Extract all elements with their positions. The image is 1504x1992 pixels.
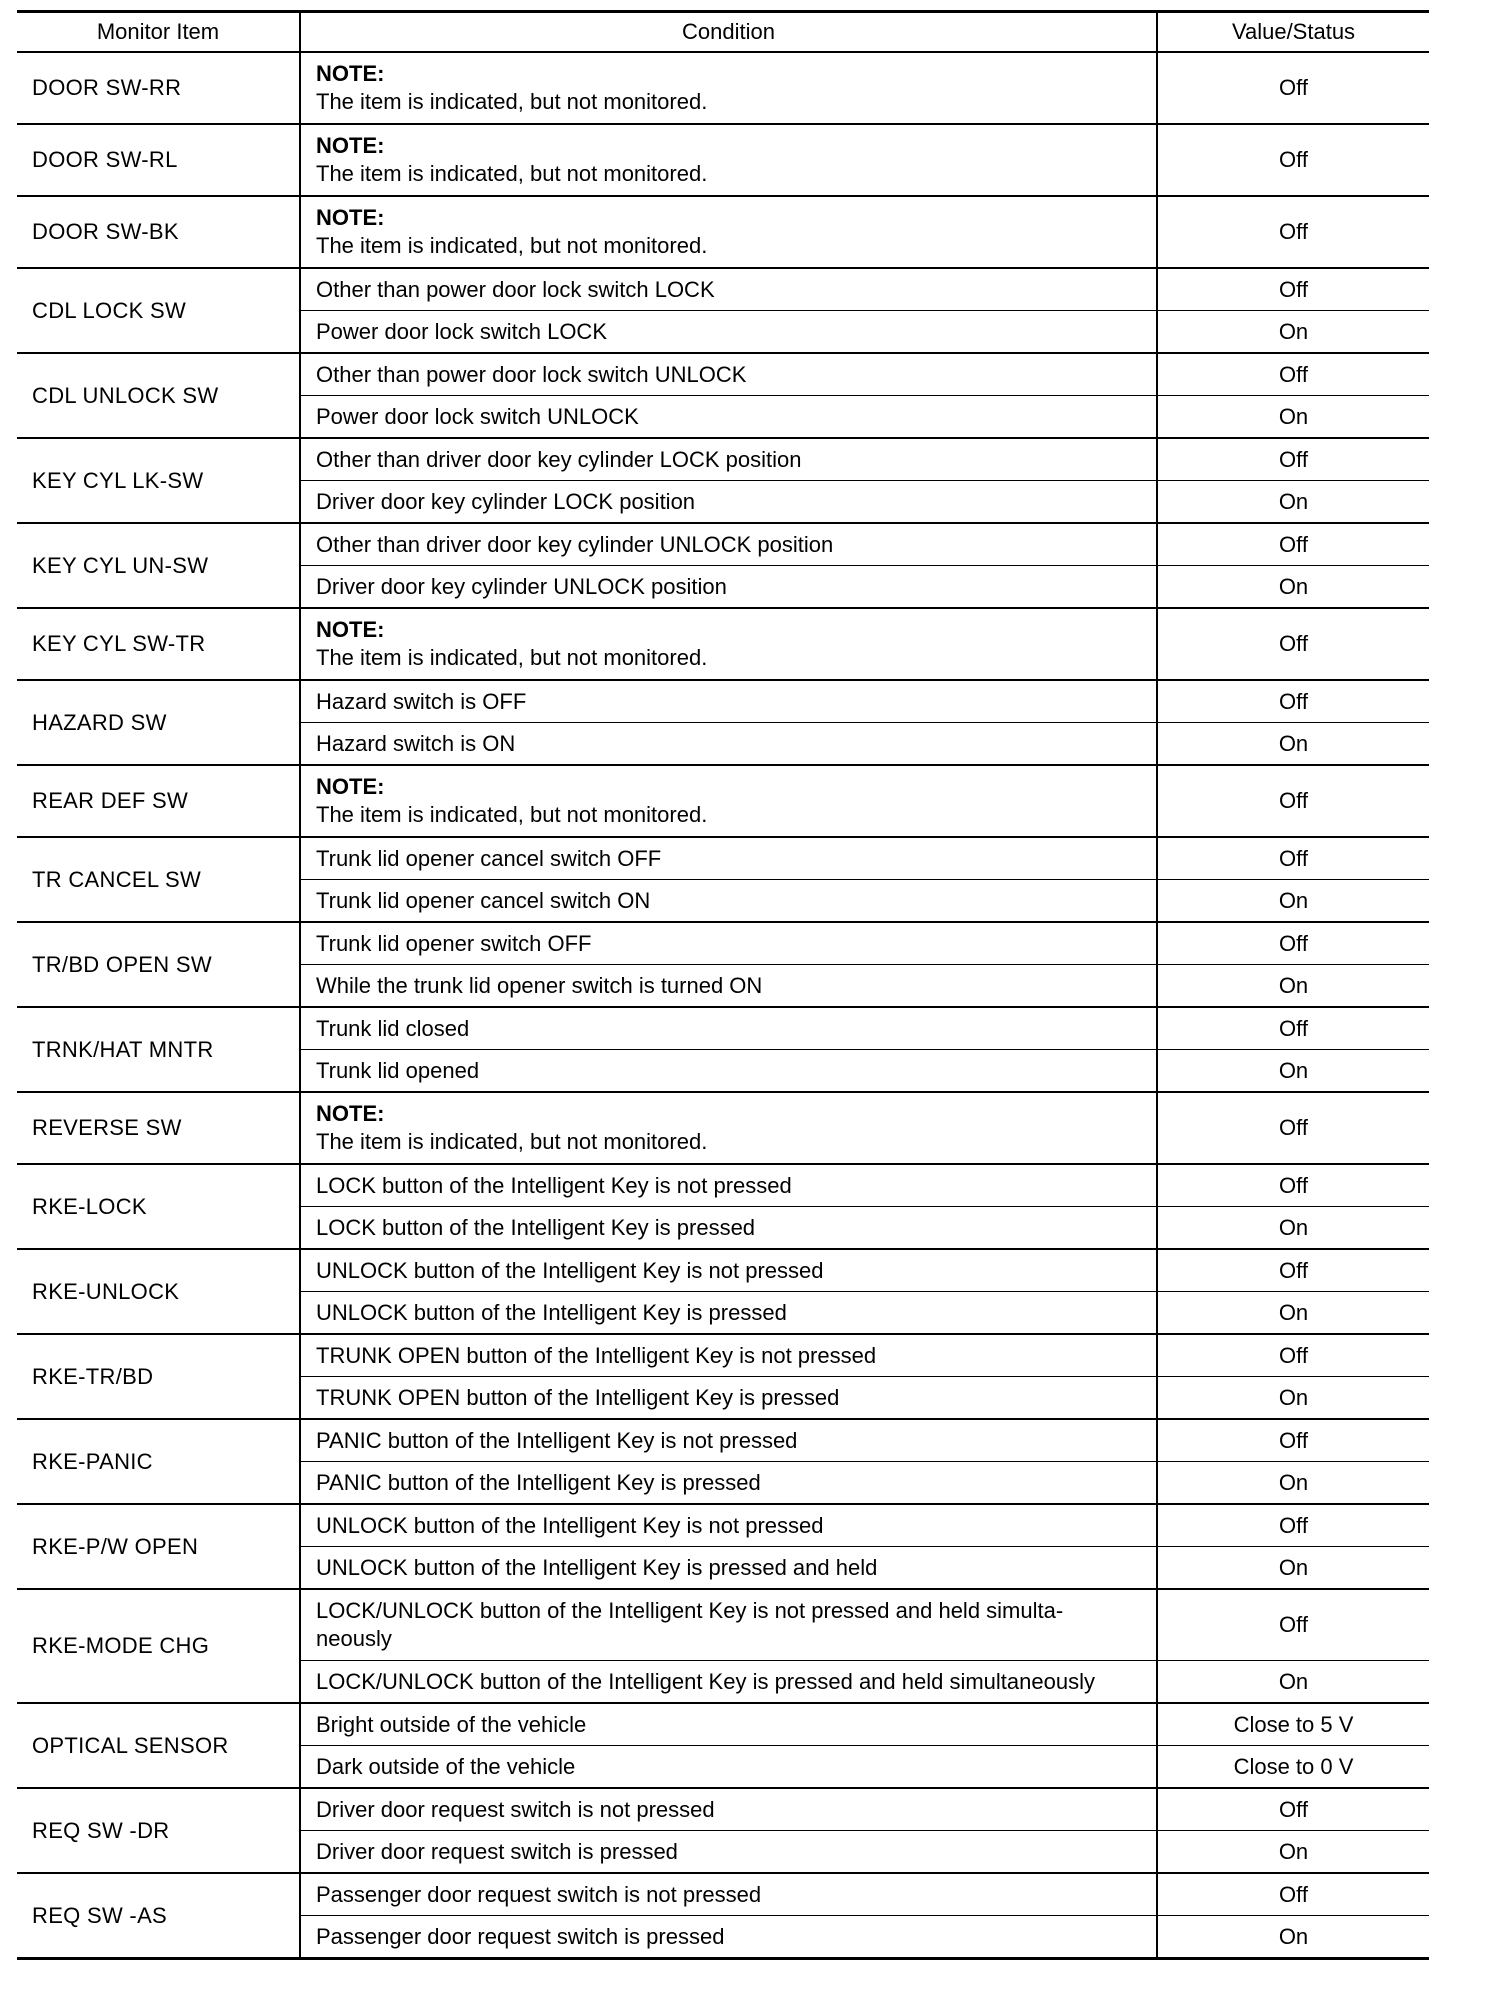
note-label: NOTE: bbox=[316, 133, 385, 158]
condition-text: TRUNK OPEN button of the Intelligent Key is not pressed bbox=[316, 1342, 877, 1368]
condition-cell bbox=[300, 1377, 1157, 1420]
value-status-cell: Close to 5 V bbox=[1233, 1711, 1354, 1737]
monitor-item-cell: RKE-MODE CHG bbox=[32, 1633, 210, 1658]
value-status-cell: Close to 0 V bbox=[1233, 1753, 1354, 1779]
value-status-cell: Off bbox=[1279, 75, 1308, 100]
condition-text: Bright outside of the vehicle bbox=[316, 1711, 587, 1737]
condition-text: Hazard switch is OFF bbox=[316, 688, 527, 714]
table-row bbox=[17, 1419, 1429, 1462]
condition-text: Driver door request switch is not pressed bbox=[316, 1796, 715, 1822]
table-row bbox=[17, 1703, 1429, 1746]
condition-text: Driver door request switch is pressed bbox=[316, 1838, 678, 1864]
value-status-cell: Off bbox=[1279, 631, 1308, 656]
table-row bbox=[17, 438, 1429, 481]
note-label: NOTE: bbox=[316, 1101, 385, 1126]
condition-text: Passenger door request switch is not pressed bbox=[316, 1881, 762, 1907]
value-status-cell: On bbox=[1278, 1923, 1309, 1949]
value-status-cell: On bbox=[1278, 1299, 1309, 1325]
condition-cell bbox=[300, 680, 1157, 723]
condition-cell bbox=[300, 353, 1157, 396]
table-row bbox=[17, 1504, 1429, 1547]
condition-cell bbox=[300, 481, 1157, 524]
condition-cell bbox=[300, 965, 1157, 1008]
table-row bbox=[17, 1589, 1429, 1661]
condition-cell bbox=[300, 765, 1157, 837]
condition-cell bbox=[300, 1547, 1157, 1590]
monitor-item-cell: RKE-TR/BD bbox=[32, 1363, 154, 1389]
value-status-cell: On bbox=[1278, 488, 1309, 514]
condition-cell bbox=[300, 1334, 1157, 1377]
header-value-status: Value/Status bbox=[1231, 19, 1356, 44]
condition-text: Trunk lid closed bbox=[316, 1015, 470, 1041]
condition-text: LOCK button of the Intelligent Key is pressed bbox=[316, 1214, 756, 1240]
note-label: NOTE: bbox=[316, 61, 385, 86]
condition-cell bbox=[300, 438, 1157, 481]
monitor-item-table bbox=[17, 10, 1429, 1960]
condition-text: Trunk lid opener switch OFF bbox=[316, 930, 592, 956]
value-status-cell: On bbox=[1278, 1384, 1309, 1410]
condition-cell bbox=[300, 124, 1157, 196]
condition-cell bbox=[300, 1164, 1157, 1207]
note-text: The item is indicated, but not monitored. bbox=[316, 161, 708, 186]
value-status-cell: Off bbox=[1279, 845, 1308, 871]
note-text: The item is indicated, but not monitored. bbox=[316, 89, 708, 114]
condition-cell bbox=[300, 1419, 1157, 1462]
condition-cell bbox=[300, 723, 1157, 766]
condition-text: UNLOCK button of the Intelligent Key is not pressed bbox=[316, 1257, 824, 1283]
header-monitor-item: Monitor Item bbox=[96, 19, 220, 44]
condition-cell bbox=[300, 1092, 1157, 1164]
condition-cell bbox=[300, 1788, 1157, 1831]
note-label: NOTE: bbox=[316, 774, 385, 799]
condition-text: UNLOCK button of the Intelligent Key is not pressed bbox=[316, 1512, 824, 1538]
condition-text: Driver door key cylinder LOCK position bbox=[316, 488, 696, 514]
value-status-cell: Off bbox=[1279, 1881, 1308, 1907]
monitor-item-cell: OPTICAL SENSOR bbox=[32, 1732, 229, 1758]
monitor-item-cell: RKE-UNLOCK bbox=[32, 1278, 180, 1304]
condition-text: Hazard switch is ON bbox=[316, 730, 516, 756]
value-status-cell: Off bbox=[1279, 1172, 1308, 1198]
header-condition: Condition bbox=[300, 12, 1157, 53]
value-status-cell: On bbox=[1278, 403, 1309, 429]
value-status-cell: On bbox=[1278, 887, 1309, 913]
condition-text: Power door lock switch UNLOCK bbox=[316, 403, 639, 429]
value-status-cell: On bbox=[1278, 1057, 1309, 1083]
condition-cell bbox=[300, 1504, 1157, 1547]
monitor-item-cell: RKE-PANIC bbox=[32, 1448, 153, 1474]
condition-cell bbox=[300, 1249, 1157, 1292]
value-status-cell: On bbox=[1278, 1469, 1309, 1495]
value-status-cell: On bbox=[1278, 573, 1309, 599]
monitor-item-cell: REQ SW -AS bbox=[32, 1902, 168, 1928]
condition-text: Other than power door lock switch UNLOCK bbox=[316, 361, 747, 387]
table-row bbox=[17, 1249, 1429, 1292]
condition-cell bbox=[300, 1050, 1157, 1093]
table-row bbox=[17, 523, 1429, 566]
condition-cell bbox=[300, 1873, 1157, 1916]
monitor-item-cell: REVERSE SW bbox=[32, 1115, 182, 1140]
table-header-row bbox=[17, 12, 1429, 53]
condition-cell bbox=[300, 1462, 1157, 1505]
monitor-item-cell: TRNK/HAT MNTR bbox=[32, 1036, 214, 1062]
table-row bbox=[17, 608, 1429, 680]
condition-cell bbox=[300, 1703, 1157, 1746]
condition-cell bbox=[300, 396, 1157, 439]
value-status-cell: Off bbox=[1279, 1342, 1308, 1368]
table-row bbox=[17, 1007, 1429, 1050]
monitor-item-cell: REQ SW -DR bbox=[32, 1817, 170, 1843]
condition-text: TRUNK OPEN button of the Intelligent Key is pressed bbox=[316, 1384, 840, 1410]
condition-cell bbox=[300, 523, 1157, 566]
condition-text: Trunk lid opener cancel switch ON bbox=[316, 887, 651, 913]
value-status-cell: Off bbox=[1279, 147, 1308, 172]
condition-text: Trunk lid opened bbox=[316, 1057, 480, 1083]
table-row bbox=[17, 353, 1429, 396]
table-row bbox=[17, 124, 1429, 196]
condition-text: LOCK/UNLOCK button of the Intelligent Key is not pressed and held simulta- neously bbox=[316, 1598, 1064, 1651]
value-status-cell: Off bbox=[1279, 219, 1308, 244]
condition-text: LOCK button of the Intelligent Key is not pressed bbox=[316, 1172, 792, 1198]
condition-cell bbox=[300, 566, 1157, 609]
value-status-cell: Off bbox=[1279, 1612, 1308, 1637]
table-row bbox=[17, 1873, 1429, 1916]
monitor-item-cell: KEY CYL LK-SW bbox=[32, 467, 204, 493]
value-status-cell: Off bbox=[1279, 1115, 1308, 1140]
note-text: The item is indicated, but not monitored. bbox=[316, 802, 708, 827]
monitor-item-cell: DOOR SW-RR bbox=[32, 75, 182, 100]
value-status-cell: On bbox=[1278, 1668, 1309, 1694]
table-body bbox=[17, 52, 1429, 1959]
monitor-item-cell: RKE-LOCK bbox=[32, 1193, 147, 1219]
note-text: The item is indicated, but not monitored. bbox=[316, 645, 708, 670]
value-status-cell: On bbox=[1278, 318, 1309, 344]
table-row bbox=[17, 196, 1429, 268]
table-row bbox=[17, 52, 1429, 124]
note-text: The item is indicated, but not monitored. bbox=[316, 233, 708, 258]
monitor-item-cell: HAZARD SW bbox=[32, 709, 167, 735]
value-status-cell: Off bbox=[1279, 688, 1308, 714]
condition-cell bbox=[300, 1589, 1157, 1661]
monitor-item-cell: CDL UNLOCK SW bbox=[32, 382, 219, 408]
value-status-cell: Off bbox=[1279, 361, 1308, 387]
value-status-cell: On bbox=[1278, 972, 1309, 998]
value-status-cell: Off bbox=[1279, 1427, 1308, 1453]
condition-cell bbox=[300, 837, 1157, 880]
condition-text: UNLOCK button of the Intelligent Key is pressed and held bbox=[316, 1554, 878, 1580]
condition-text: Dark outside of the vehicle bbox=[316, 1753, 576, 1779]
condition-cell bbox=[300, 1661, 1157, 1704]
table-row bbox=[17, 922, 1429, 965]
table-row bbox=[17, 1788, 1429, 1831]
table-row bbox=[17, 680, 1429, 723]
value-status-cell: Off bbox=[1279, 1512, 1308, 1538]
condition-text: LOCK/UNLOCK button of the Intelligent Key is pressed and held simultaneously bbox=[316, 1668, 1095, 1694]
condition-cell bbox=[300, 922, 1157, 965]
note-label: NOTE: bbox=[316, 205, 385, 230]
value-status-cell: Off bbox=[1279, 446, 1308, 472]
monitor-item-cell: DOOR SW-BK bbox=[32, 219, 179, 244]
value-status-cell: Off bbox=[1279, 1015, 1308, 1041]
condition-text: PANIC button of the Intelligent Key is pressed bbox=[316, 1469, 761, 1495]
condition-cell bbox=[300, 1746, 1157, 1789]
value-status-cell: Off bbox=[1279, 1257, 1308, 1283]
condition-text: Other than power door lock switch LOCK bbox=[316, 276, 715, 302]
value-status-cell: Off bbox=[1279, 788, 1308, 813]
table-row bbox=[17, 837, 1429, 880]
value-status-cell: Off bbox=[1279, 930, 1308, 956]
value-status-cell: On bbox=[1278, 1554, 1309, 1580]
condition-cell bbox=[300, 311, 1157, 354]
value-status-cell: On bbox=[1278, 730, 1309, 756]
condition-cell bbox=[300, 1916, 1157, 1959]
monitor-item-cell: DOOR SW-RL bbox=[32, 147, 178, 172]
value-status-cell: Off bbox=[1279, 531, 1308, 557]
monitor-item-cell: REAR DEF SW bbox=[32, 788, 189, 813]
condition-text: UNLOCK button of the Intelligent Key is pressed bbox=[316, 1299, 787, 1325]
condition-cell bbox=[300, 1292, 1157, 1335]
condition-text: Other than driver door key cylinder LOCK position bbox=[316, 446, 802, 472]
condition-cell bbox=[300, 52, 1157, 124]
note-text: The item is indicated, but not monitored. bbox=[316, 1129, 708, 1154]
condition-text: Driver door key cylinder UNLOCK position bbox=[316, 573, 727, 599]
table-row bbox=[17, 1164, 1429, 1207]
monitor-item-cell: TR/BD OPEN SW bbox=[32, 951, 212, 977]
condition-text: PANIC button of the Intelligent Key is not pressed bbox=[316, 1427, 798, 1453]
value-status-cell: On bbox=[1278, 1838, 1309, 1864]
value-status-cell: Off bbox=[1279, 276, 1308, 302]
table-row bbox=[17, 765, 1429, 837]
value-status-cell: On bbox=[1278, 1214, 1309, 1240]
condition-cell bbox=[300, 1831, 1157, 1874]
table-row bbox=[17, 1334, 1429, 1377]
monitor-item-cell: KEY CYL SW-TR bbox=[32, 631, 206, 656]
monitor-item-cell: CDL LOCK SW bbox=[32, 297, 187, 323]
condition-cell bbox=[300, 1207, 1157, 1250]
condition-cell bbox=[300, 608, 1157, 680]
monitor-item-cell: RKE-P/W OPEN bbox=[32, 1533, 199, 1559]
condition-cell bbox=[300, 880, 1157, 923]
condition-cell bbox=[300, 268, 1157, 311]
value-status-cell: Off bbox=[1279, 1796, 1308, 1822]
monitor-item-cell: KEY CYL UN-SW bbox=[32, 552, 209, 578]
table-row bbox=[17, 1092, 1429, 1164]
condition-text: Trunk lid opener cancel switch OFF bbox=[316, 845, 662, 871]
condition-cell bbox=[300, 196, 1157, 268]
condition-text: Passenger door request switch is pressed bbox=[316, 1923, 725, 1949]
monitor-item-cell: TR CANCEL SW bbox=[32, 866, 202, 892]
table-row bbox=[17, 268, 1429, 311]
condition-text: Other than driver door key cylinder UNLOCK position bbox=[316, 531, 834, 557]
condition-text: While the trunk lid opener switch is turned ON bbox=[316, 972, 763, 998]
note-label: NOTE: bbox=[316, 617, 385, 642]
monitor-table-container bbox=[17, 10, 1429, 1960]
condition-cell bbox=[300, 1007, 1157, 1050]
condition-text: Power door lock switch LOCK bbox=[316, 318, 607, 344]
